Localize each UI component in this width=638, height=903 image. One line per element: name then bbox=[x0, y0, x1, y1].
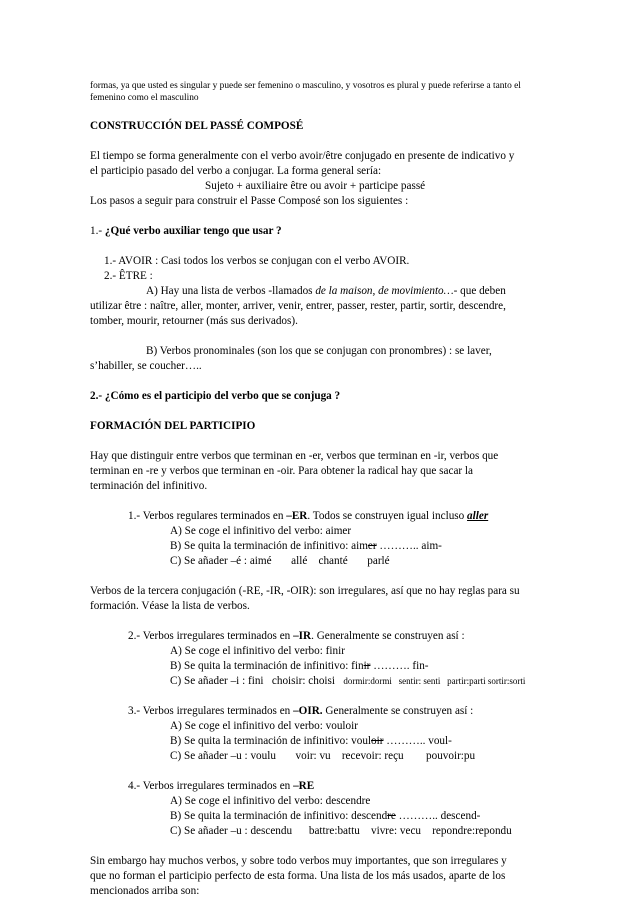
etre-line: 2.- ÊTRE : bbox=[104, 270, 153, 282]
er-b-strike: er bbox=[367, 540, 377, 552]
formacion-line-1: Hay que distinguir entre verbos que terminan en -er, verbos que terminan en -ir, verbos que bbox=[90, 450, 499, 462]
avoir-line: 1.- AVOIR : Casi todos los verbos se conjugan con el verbo AVOIR. bbox=[104, 255, 410, 267]
intro-line-2: femenino como el masculino bbox=[90, 93, 199, 103]
ir-c-small: dormir:dormi sentir: senti partir:parti sortir:sorti bbox=[343, 676, 526, 686]
ir-heading-b: –IR bbox=[293, 630, 312, 642]
er-b-start: B) Se quita la terminación de infinitivo: aim bbox=[170, 540, 368, 552]
er-heading-d: aller bbox=[467, 510, 489, 522]
ir-b-strike: ir bbox=[363, 660, 371, 672]
oir-heading-a: 3.- Verbos irregulares terminados en bbox=[128, 705, 294, 717]
ir-heading-a: 2.- Verbos irregulares terminados en bbox=[128, 630, 294, 642]
re-heading bbox=[90, 779, 552, 794]
ir-heading-c: . Generalmente se construyen así : bbox=[311, 630, 465, 642]
re-b-strike: re bbox=[387, 810, 396, 822]
oir-heading-b: –OIR. bbox=[293, 705, 323, 717]
etre-a-line-2: utilizar être : naître, aller, monter, arriver, venir, entrer, passer, rester, partir, sortir, descendre, bbox=[90, 300, 506, 312]
ir-heading bbox=[90, 629, 552, 644]
etre-a-end: - que deben bbox=[453, 285, 506, 297]
oir-heading-c: Generalmente se construyen así : bbox=[322, 705, 474, 717]
etre-a-italic: de la maison, de movimiento… bbox=[315, 285, 454, 297]
er-a: A) Se coge el infinitivo del verbo: aimer bbox=[170, 525, 352, 537]
question-1 bbox=[90, 224, 552, 239]
final-line-2: que no forman el participio perfecto de esta forma. Una lista de los más usados, aparte de los bbox=[90, 870, 506, 882]
re-c: C) Se añader –u : descendu battre:battu vivre: vecu repondre:repondu bbox=[170, 825, 512, 837]
ir-b-start: B) Se quita la terminación de infinitivo: fin bbox=[170, 660, 364, 672]
etre-a-start: A) Hay una lista de verbos -llamados bbox=[146, 285, 316, 297]
ir-c-main: C) Se añader –i : fini choisir: choisi bbox=[170, 675, 335, 687]
er-c: C) Se añader –é : aimé allé chanté parlé bbox=[170, 555, 390, 567]
er-heading-a: 1.- Verbos regulares terminados en bbox=[128, 510, 287, 522]
intro-line-1: formas, ya que usted es singular y puede ser femenino o masculino, y vosotros es plural y puede referirse a tanto el bbox=[90, 81, 521, 91]
document-page bbox=[90, 80, 552, 899]
formacion-line-2: terminan en -re y verbos que terminan en -oir. Para obtener la radical hay que sacar la bbox=[90, 465, 474, 477]
construccion-line-1: El tiempo se forma generalmente con el verbo avoir/être conjugado en presente de indicativo y bbox=[90, 150, 515, 162]
er-heading bbox=[90, 509, 552, 524]
re-b bbox=[90, 809, 552, 824]
oir-b bbox=[90, 734, 552, 749]
oir-b-end: ……….. voul- bbox=[383, 735, 452, 747]
final-line-3: mencionados arriba son: bbox=[90, 885, 200, 897]
etre-a-line-3: tomber, mourir, retourner (más sus derivados). bbox=[90, 315, 298, 327]
ir-b bbox=[90, 659, 552, 674]
ir-a: A) Se coge el infinitivo del verbo: finir bbox=[170, 645, 345, 657]
pasos-line: Los pasos a seguir para construir el Passe Composé son los siguientes : bbox=[90, 195, 409, 207]
formula: Sujeto + auxiliaire être ou avoir + participe passé bbox=[205, 180, 426, 192]
etre-b-line-2: s’habiller, se coucher….. bbox=[90, 360, 202, 372]
er-b-end: ……….. aim- bbox=[376, 540, 442, 552]
etre-b-line-1: B) Verbos pronominales (son los que se conjugan con pronombres) : se laver, bbox=[146, 345, 492, 357]
re-heading-b: –RE bbox=[293, 780, 315, 792]
etre-a-line-1 bbox=[90, 284, 552, 299]
final-line-1: Sin embargo hay muchos verbos, y sobre todo verbos muy importantes, que son irregulares y bbox=[90, 855, 507, 867]
formacion-line-3: terminación del infinitivo. bbox=[90, 480, 208, 492]
section-title-formacion: FORMACIÓN DEL PARTICIPIO bbox=[90, 420, 256, 432]
er-heading-b: –ER bbox=[286, 510, 308, 522]
oir-b-strike: oir bbox=[371, 735, 384, 747]
construccion-line-2: el participio pasado del verbo a conjugar. La forma general sería: bbox=[90, 165, 382, 177]
question-1-text: ¿Qué verbo auxiliar tengo que usar ? bbox=[104, 225, 282, 237]
ir-b-end: ………. fin- bbox=[370, 660, 429, 672]
question-1-number: 1.- bbox=[90, 225, 105, 237]
er-heading-c: . Todos se construyen igual incluso bbox=[307, 510, 468, 522]
tercera-line-1: Verbos de la tercera conjugación (-RE, -IR, -OIR): son irregulares, así que no hay reglas para su bbox=[90, 585, 520, 597]
er-b bbox=[90, 539, 552, 554]
re-b-end: ……….. descend- bbox=[395, 810, 481, 822]
ir-c bbox=[90, 674, 552, 689]
tercera-line-2: formación. Véase la lista de verbos. bbox=[90, 600, 250, 612]
section-title-construccion: CONSTRUCCIÓN DEL PASSÉ COMPOSÉ bbox=[90, 120, 304, 132]
re-heading-a: 4.- Verbos irregulares terminados en bbox=[128, 780, 294, 792]
oir-a: A) Se coge el infinitivo del verbo: vouloir bbox=[170, 720, 358, 732]
re-b-start: B) Se quita la terminación de infinitivo: descend bbox=[170, 810, 388, 822]
question-2: 2.- ¿Cómo es el participio del verbo que se conjuga ? bbox=[90, 390, 341, 402]
oir-b-start: B) Se quita la terminación de infinitivo: voul bbox=[170, 735, 372, 747]
oir-heading bbox=[90, 704, 552, 719]
oir-c: C) Se añader –u : voulu voir: vu recevoir: reçu pouvoir:pu bbox=[170, 750, 476, 762]
re-a: A) Se coge el infinitivo del verbo: descendre bbox=[170, 795, 371, 807]
